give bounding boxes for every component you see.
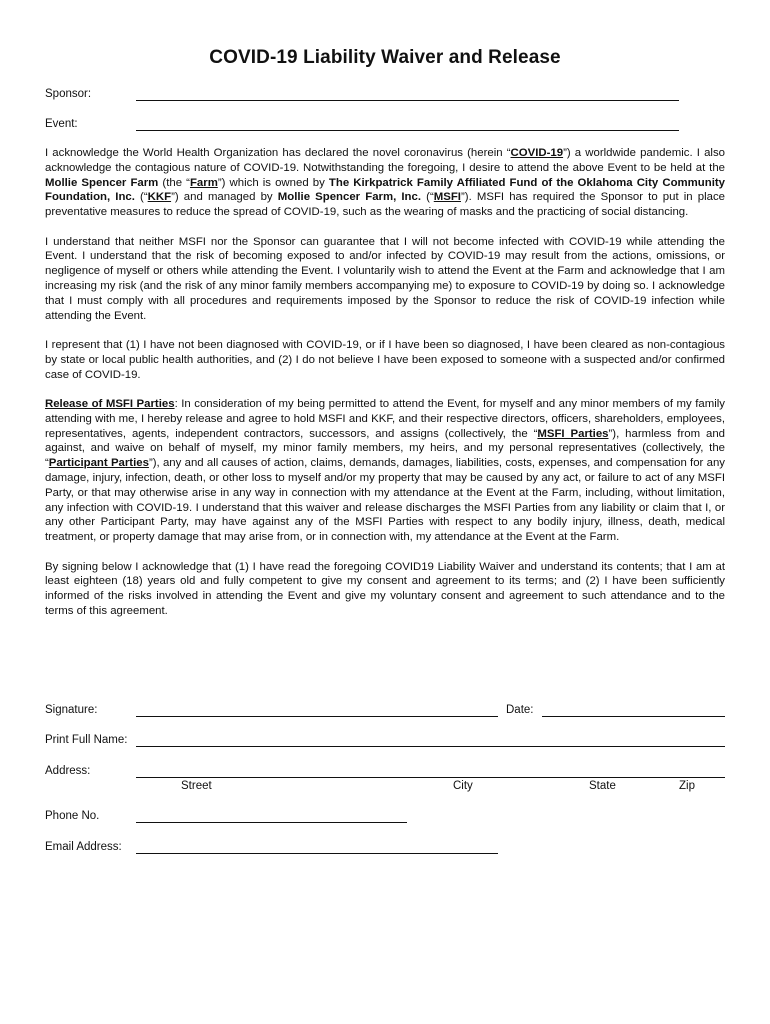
paragraph-consent: By signing below I acknowledge that (1) I have read the foregoing COVID19 Liability Waiver and understand its contents; that I am at least eighteen (18) years old and fully competent to give my consent and agreement to its terms; and (2) I have been sufficiently informed of the risks involved in attending the Event and give my voluntary consent and agreement to such attendance and to the terms of this agreement. [45, 560, 725, 617]
document-title: COVID-19 Liability Waiver and Release [209, 47, 561, 68]
release-heading: Release of MSFI Parties [45, 397, 175, 410]
defined-term-farm: Farm [189, 176, 218, 189]
paragraph-representation: I represent that (1) I have not been diagnosed with COVID-19, or if I have been so diagnosed, I have been cleared as non-contagious by state or local public health authorities, and (2) I do not believe I have been exposed to someone with a suspected and/or confirmed case of COVID-19. [45, 338, 725, 381]
email-label: Email Address: [45, 841, 122, 853]
defined-term-msfi-parties: MSFI Parties [537, 427, 609, 440]
signature-field-line[interactable] [136, 716, 498, 717]
print-name-label: Print Full Name: [45, 734, 128, 746]
address-street-caption: Street [181, 780, 212, 792]
sponsor-label: Sponsor: [45, 88, 92, 100]
sponsor-field-line[interactable] [136, 100, 679, 101]
defined-term-msfi: MSFI [433, 191, 461, 204]
phone-field-line[interactable] [136, 822, 407, 823]
event-label: Event: [45, 118, 78, 130]
defined-term-kkf: KKF [147, 191, 172, 204]
waiver-body [45, 146, 725, 633]
paragraph-release: Release of MSFI Parties: In consideration of my being permitted to attend the Event, for myself and any minor members of my family attending with me, I hereby release and agree to hold MSFI and KKF, and their respective directors, officers, shareholders, employees, representatives, agents, independent contractors, successors, and assigns (collectively, the “MSFI Parties”), harmless from and against, and waive on behalf of myself, my minor family members, my heirs, and my personal representatives (collectively, the “Participant Parties”), any and all causes of action, claims, demands, damages, liabilities, costs, expenses, and compensation for any damage, injury, infection, death, or other loss to myself and/or my property that may be caused by any act, or failure to act of any MSFI Party, or that may otherwise arise in any way in connection with my attendance at the Event at the Farm, including, without limitation, any infection with COVID-19. I understand that this waiver and release discharges the MSFI Parties from any liability or claim that I, or any other Participant Party, may have against any of the MSFI Parties with respect to any bodily injury, illness, death, medical treatment, or property damage that may arise from, or in connection with, my attendance at the Event at the Farm. [45, 397, 725, 544]
phone-label: Phone No. [45, 810, 100, 822]
address-city-caption: City [453, 780, 473, 792]
paragraph-risk: I understand that neither MSFI nor the Sponsor can guarantee that I will not become infected with COVID-19 while attending the Event. I understand that the risk of becoming exposed to and/or infected by COVID-19 may result from the actions, omissions, or negligence of myself or others while attending the Event. I voluntarily wish to attend the Event at the Farm and acknowledge that I am increasing my risk (and the risk of any minor family members accompanying me) to exposure to COVID-19 by doing so. I acknowledge that I must comply with all procedures and requirements imposed by the Sponsor to reduce the risk of COVID-19 infection while attending the Event. [45, 235, 725, 322]
email-field-line[interactable] [136, 853, 498, 854]
farm-name: Mollie Spencer Farm [45, 176, 159, 189]
date-label: Date: [506, 704, 534, 716]
msfi-name: Mollie Spencer Farm, Inc. [277, 191, 422, 204]
kkf-name: The Kirkpatrick Family Affiliated Fund of the Oklahoma City Community Foundation, Inc. [45, 176, 725, 204]
address-zip-caption: Zip [679, 780, 695, 792]
event-field-line[interactable] [136, 130, 679, 131]
date-field-line[interactable] [542, 716, 725, 717]
address-label: Address: [45, 765, 91, 777]
signature-label: Signature: [45, 704, 98, 716]
defined-term-participant-parties: Participant Parties [48, 457, 149, 470]
paragraph-acknowledgement: I acknowledge the World Health Organization has declared the novel coronavirus (herein “COVID-19”) a worldwide pandemic. I also acknowledge the contagious nature of COVID-19. Notwithstanding the foregoing, I desire to attend the above Event to be held at the Mollie Spencer Farm (the “Farm”) which is owned by The Kirkpatrick Family Affiliated Fund of the Oklahoma City Community Foundation, Inc. (“KKF”) and managed by Mollie Spencer Farm, Inc. (“MSFI”). MSFI has required the Sponsor to put in place preventative measures to reduce the spread of COVID-19, such as the wearing of masks and the practicing of social distancing. [45, 147, 725, 219]
print-name-field-line[interactable] [136, 746, 725, 747]
address-field-line[interactable] [136, 777, 725, 778]
address-state-caption: State [589, 780, 616, 792]
defined-term-covid: COVID-19 [510, 147, 564, 159]
